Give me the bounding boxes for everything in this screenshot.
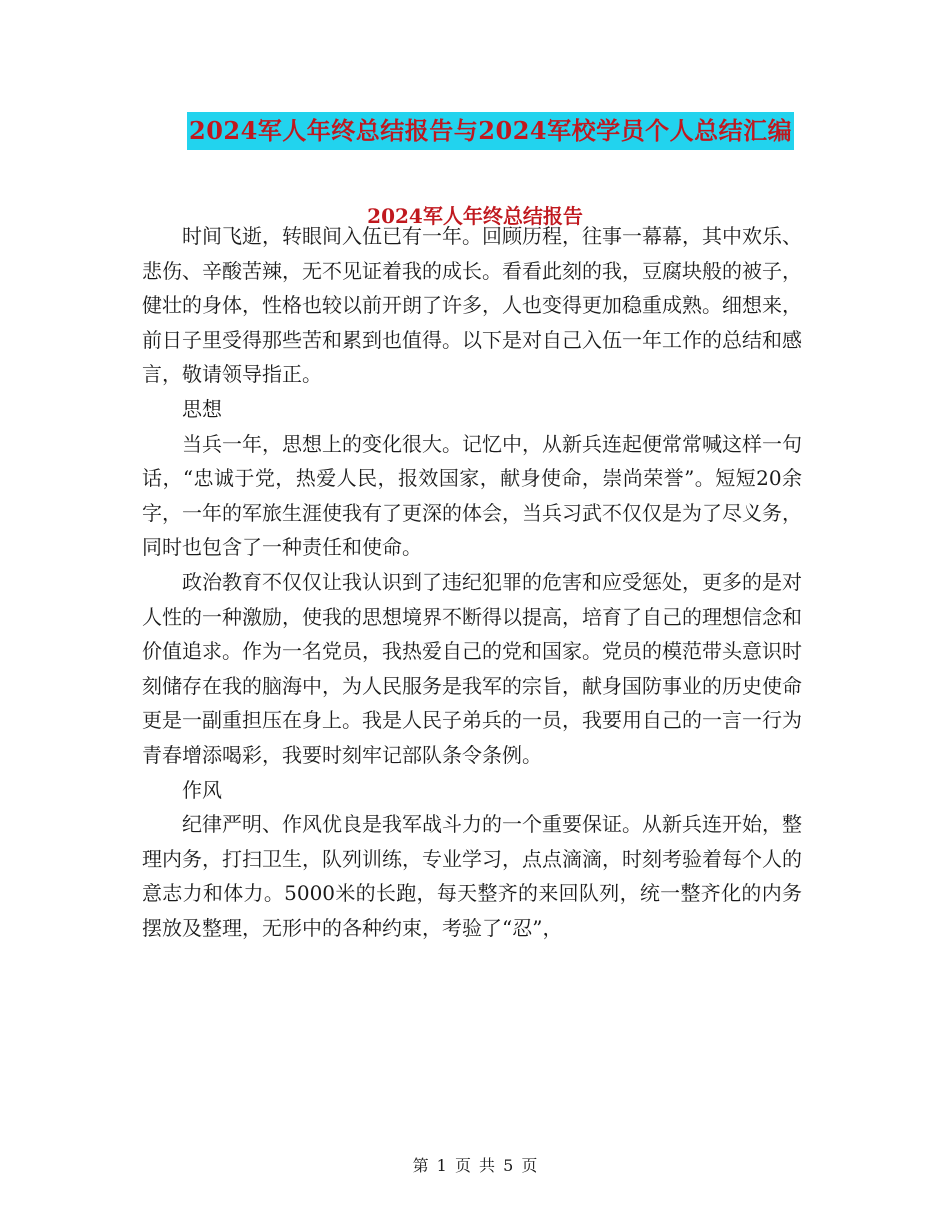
paragraph-thought-2: 政治教育不仅仅让我认识到了违纪犯罪的危害和应受惩处，更多的是对人性的一种激励，使我的思想境界不断得以提高，培育了自己的理想信念和价值追求。作为一名党员，我热爱自己的党和国家。党员的模范带头意识时刻储存在我的脑海中，为人民服务是我军的宗旨，献身国防事业的历史使命更是一副重担压在身上。我是人民子弟兵的一员，我要用自己的一言一行为青春增添喝彩，我要时刻牢记部队条令条例。 xyxy=(142,569,802,767)
paragraph-heading-thought: 思想 xyxy=(182,396,222,421)
paragraph-intro: 时间飞逝，转眼间入伍已有一年。回顾历程，往事一幕幕，其中欢乐、悲伤、辛酸苦辣，无不见证着我的成长。看看此刻的我，豆腐块般的被子，健壮的身体，性格也较以前开朗了许多，人也变得更加稳重成熟。细想来，前日子里受得那些苦和累到也值得。以下是对自己入伍一年工作的总结和感言，敬请领导指正。 xyxy=(142,224,802,387)
paragraph-style-1: 纪律严明、作风优良是我军战斗力的一个重要保证。从新兵连开始，整理内务，打扫卫生，队列训练，专业学习，点点滴滴，时刻考验着每个人的意志力和体力。5000米的长跑，每天整齐的来回队列，统一整齐化的内务摆放及整理，无形中的各种约束，考验了“忍”， xyxy=(142,812,802,940)
section-title: 2024军人年终总结报告 xyxy=(367,204,583,228)
paragraph-heading-style: 作风 xyxy=(182,777,222,802)
paragraph-thought-1: 当兵一年，思想上的变化很大。记忆中，从新兵连起便常常喊这样一句话，“忠诚于党，热爱人民，报效国家，献身使命，崇尚荣誉”。短短20余字，一年的军旅生涯使我有了更深的体会，当兵习武不仅仅是为了尽义务，同时也包含了一种责任和使命。 xyxy=(142,431,802,560)
document-body xyxy=(142,219,802,945)
page-footer: 第 1 页 共 5 页 xyxy=(412,1156,538,1175)
document-main-title: 2024军人年终总结报告与2024军校学员个人总结汇编 xyxy=(187,112,794,150)
